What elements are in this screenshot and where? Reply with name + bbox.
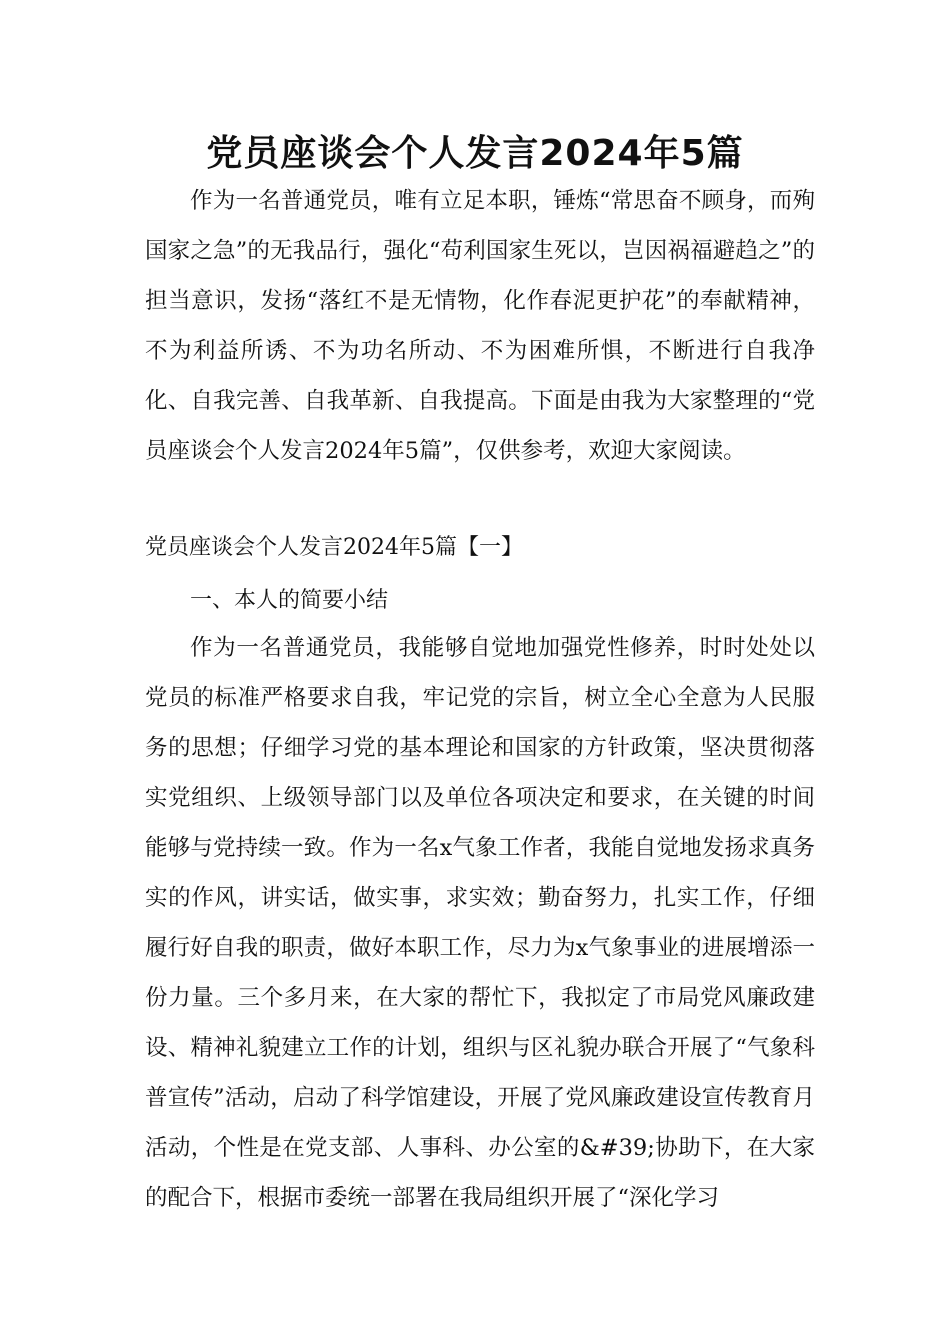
- subsection-title: 一、本人的简要小结: [190, 588, 389, 613]
- intro-paragraph: 作为一名普通党员，唯有立足本职，锤炼“常思奋不顾身，而殉国家之急”的无我品行，强化“苟利国家生死以，岂因祸福避趋之”的担当意识，发扬“落红不是无情物，化作春泥更护花”的奉献精神，不为利益所诱、不为功名所动、不为困难所惧，不断进行自我净化、自我完善、自我革新、自我提高。下面是由我为大家整理的“党员座谈会个人发言2024年5篇”，仅供参考，欢迎大家阅读。: [145, 188, 815, 464]
- document-title: 党员座谈会个人发言2024年5篇: [206, 133, 744, 174]
- body-paragraph: 作为一名普通党员，我能够自觉地加强党性修养，时时处处以党员的标准严格要求自我，牢记党的宗旨，树立全心全意为人民服务的思想；仔细学习党的基本理论和国家的方针政策，坚决贯彻落实党组织、上级领导部门以及单位各项决定和要求，在关键的时间能够与党持续一致。作为一名x气象工作者，我能自觉地发扬求真务实的作风，讲实话，做实事，求实效；勤奋努力，扎实工作，仔细履行好自我的职责，做好本职工作，尽力为x气象事业的进展增添一份力量。三个多月来，在大家的帮忙下，我拟定了市局党风廉政建设、精神礼貌建立工作的计划，组织与区礼貌办联合开展了“气象科普宣传”活动，启动了科学馆建设，开展了党风廉政建设宣传教育月活动，个性是在党支部、人事科、办公室的&#39;协助下，在大家的配合下，根据市委统一部署在我局组织开展了“深化学习: [145, 635, 815, 1211]
- section-title: 党员座谈会个人发言2024年5篇【一】: [145, 535, 523, 560]
